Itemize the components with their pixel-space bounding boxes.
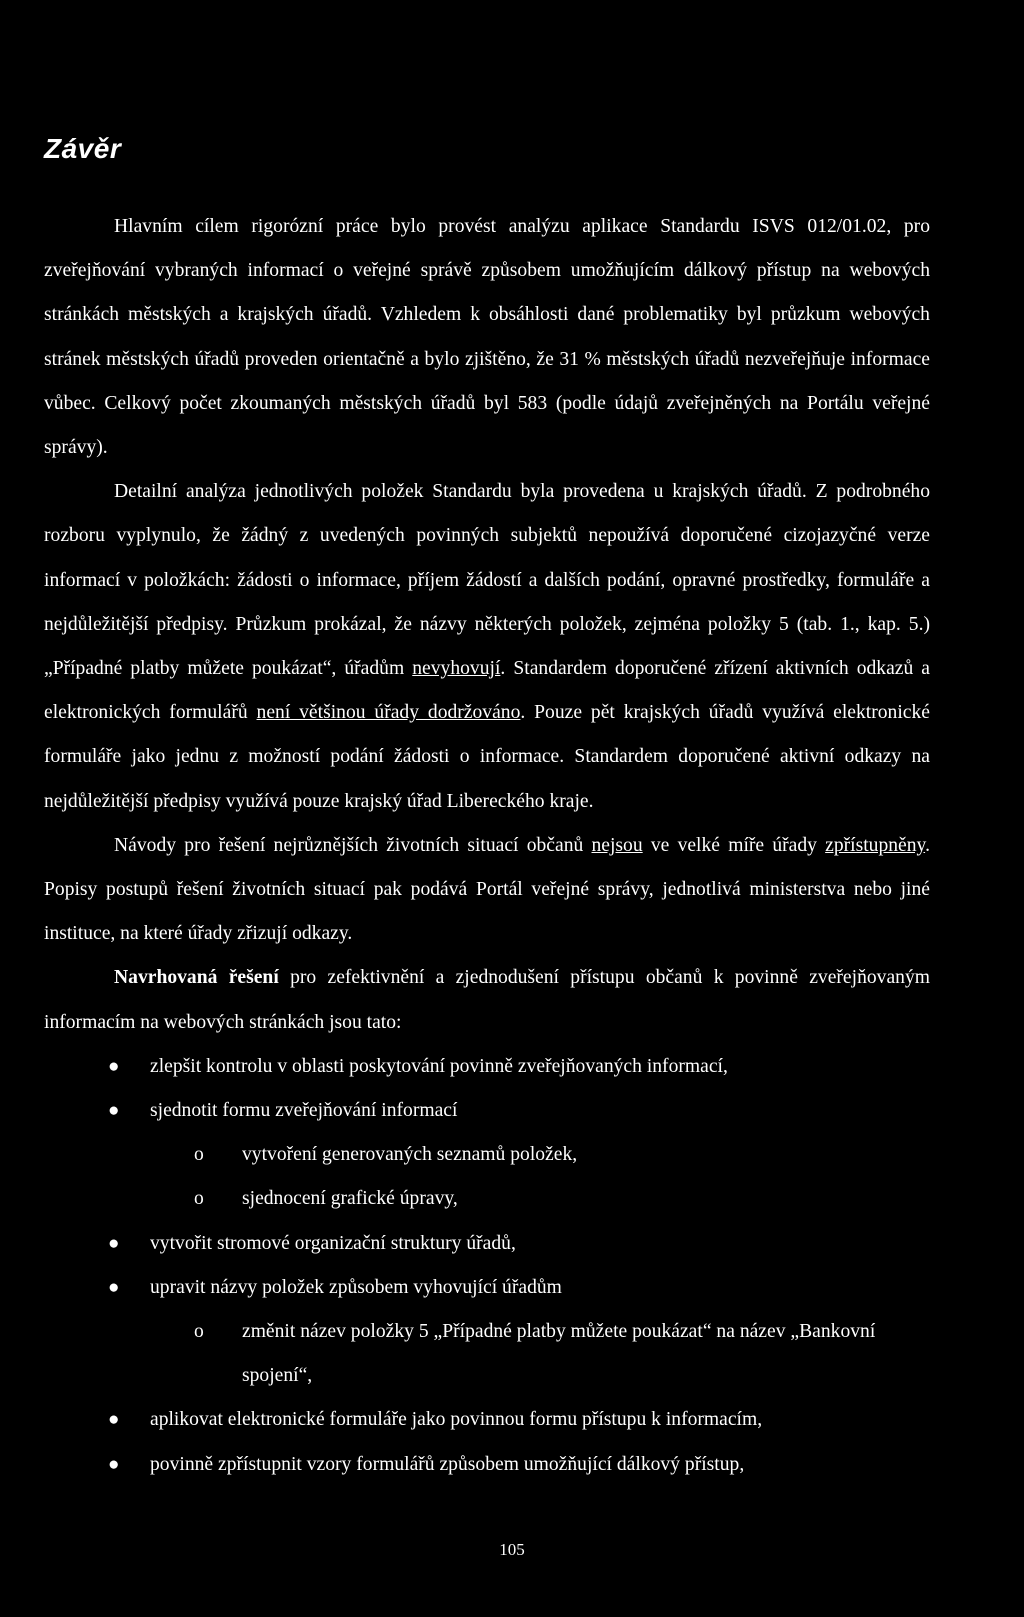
list-item bbox=[44, 1222, 930, 1266]
list-item bbox=[44, 1443, 930, 1487]
paragraph-proposals bbox=[44, 956, 930, 1044]
text-run: ve velké míře úřady bbox=[642, 834, 826, 856]
list-item-text: aplikovat elektronické formuláře jako povinnou formu přístupu k informacím, bbox=[150, 1409, 763, 1431]
bullet-icon: ● bbox=[108, 1453, 120, 1475]
list-item-text: zlepšit kontrolu v oblasti poskytování povinně zveřejňovaných informací, bbox=[150, 1055, 728, 1077]
underlined-text: zpřístupněny bbox=[825, 834, 926, 856]
bold-text: Navrhovaná řešení bbox=[114, 967, 279, 989]
bullet-icon: ● bbox=[108, 1100, 120, 1122]
sub-list bbox=[44, 1310, 930, 1398]
text-run: pro zefektivnění a zjednodušení přístupu občanů k povinně zveřejňovaným informacím na webových stránkách jsou tato: bbox=[44, 967, 930, 1033]
text-run: Návody pro řešení nejrůznějších životních situací občanů bbox=[114, 834, 592, 856]
paragraph-summary-sentence-2: Vzhledem k obsáhlosti dané problematiky byl průzkum webových stránek městských úřadů proveden orientačně a bylo zjištěno, že 31 % městských úřadů nezveřejňuje informace vůbec. Celkový počet zkoumaných městských úřadů byl 583 (podle údajů zveřejněných na Portálu veřejné správy). bbox=[44, 304, 930, 459]
underlined-text: nejsou bbox=[591, 834, 643, 856]
bullet-icon: ● bbox=[108, 1409, 120, 1431]
list-item bbox=[44, 1089, 930, 1133]
proposal-list bbox=[44, 1045, 930, 1487]
body-text bbox=[44, 205, 930, 1487]
list-item-text: povinně zpřístupnit vzory formulářů způsobem umožňující dálkový přístup, bbox=[150, 1453, 745, 1475]
list-item bbox=[44, 1266, 930, 1310]
list-item-text: upravit názvy položek způsobem vyhovující úřadům bbox=[150, 1276, 562, 1298]
circle-bullet-icon: o bbox=[194, 1144, 204, 1166]
list-item bbox=[44, 1045, 930, 1089]
text-run: . Popisy postupů řešení životních situací pak podává Portál veřejné správy, jednotlivá ministerstva nebo jiné instituce, na které úřady zřizují odkazy. bbox=[44, 834, 930, 945]
sub-list-item-text: vytvoření generovaných seznamů položek, bbox=[242, 1144, 578, 1166]
text-run: Detailní analýza jednotlivých položek Standardu byla provedena u krajských úřadů. Z podrobného rozboru vyplynulo, že žádný z uvedených povinných subjektů nepoužívá doporučené cizojazyčné verze informací v položkách: žádosti o informace, příjem žádostí a dalších podání, opravné prostředky, formuláře a nejdůležitější předpisy. Průzkum prokázal, že názvy některých položek, zejména položky 5 (tab. 1., kap. 5.) „Případné platby můžete poukázat“, úřadům bbox=[44, 481, 930, 680]
sub-list-item bbox=[44, 1310, 930, 1398]
sub-list-item-text: změnit název položky 5 „Případné platby můžete poukázat“ na název „Bankovní spojení“, bbox=[242, 1321, 876, 1387]
bullet-icon: ● bbox=[108, 1055, 120, 1077]
page-number: 105 bbox=[499, 1540, 525, 1559]
underlined-text: není většinou úřady dodržováno bbox=[256, 702, 521, 724]
sub-list-item bbox=[44, 1133, 930, 1177]
sub-list bbox=[44, 1133, 930, 1221]
paragraph-summary-sentence-1: Hlavním cílem rigorózní práce bylo provést analýzu aplikace Standardu ISVS 012/01.02, pro zveřejňování vybraných informací o veřejné správě způsobem umožňujícím dálkový přístup na webových stránkách městských a krajských úřadů. bbox=[44, 216, 930, 326]
section-heading: Závěr bbox=[44, 133, 122, 164]
text-run: . Pouze pět krajských úřadů využívá elektronické formuláře jako jednu z možností podání žádosti o informace. Standardem doporučené aktivní odkazy na nejdůležitější předpisy využívá pouze krajský úřad Libereckého kraje. bbox=[44, 702, 930, 812]
text-run: . Standardem doporučené zřízení aktivních odkazů a elektronických formulářů bbox=[44, 658, 931, 724]
underlined-text: nevyhovují bbox=[412, 658, 501, 680]
paragraph-analysis bbox=[44, 470, 930, 824]
circle-bullet-icon: o bbox=[194, 1321, 204, 1343]
paragraph-life-situations bbox=[44, 824, 930, 957]
list-item-text: vytvořit stromové organizační struktury úřadů, bbox=[150, 1232, 516, 1254]
circle-bullet-icon: o bbox=[194, 1188, 204, 1210]
bullet-icon: ● bbox=[108, 1232, 120, 1254]
bullet-icon: ● bbox=[108, 1276, 120, 1298]
list-item-text: sjednotit formu zveřejňování informací bbox=[150, 1100, 458, 1122]
sub-list-container bbox=[44, 1133, 930, 1221]
sub-list-container bbox=[44, 1310, 930, 1398]
sub-list-item bbox=[44, 1177, 930, 1221]
paragraph-summary bbox=[44, 205, 930, 470]
list-item bbox=[44, 1398, 930, 1442]
sub-list-item-text: sjednocení grafické úpravy, bbox=[242, 1188, 458, 1210]
